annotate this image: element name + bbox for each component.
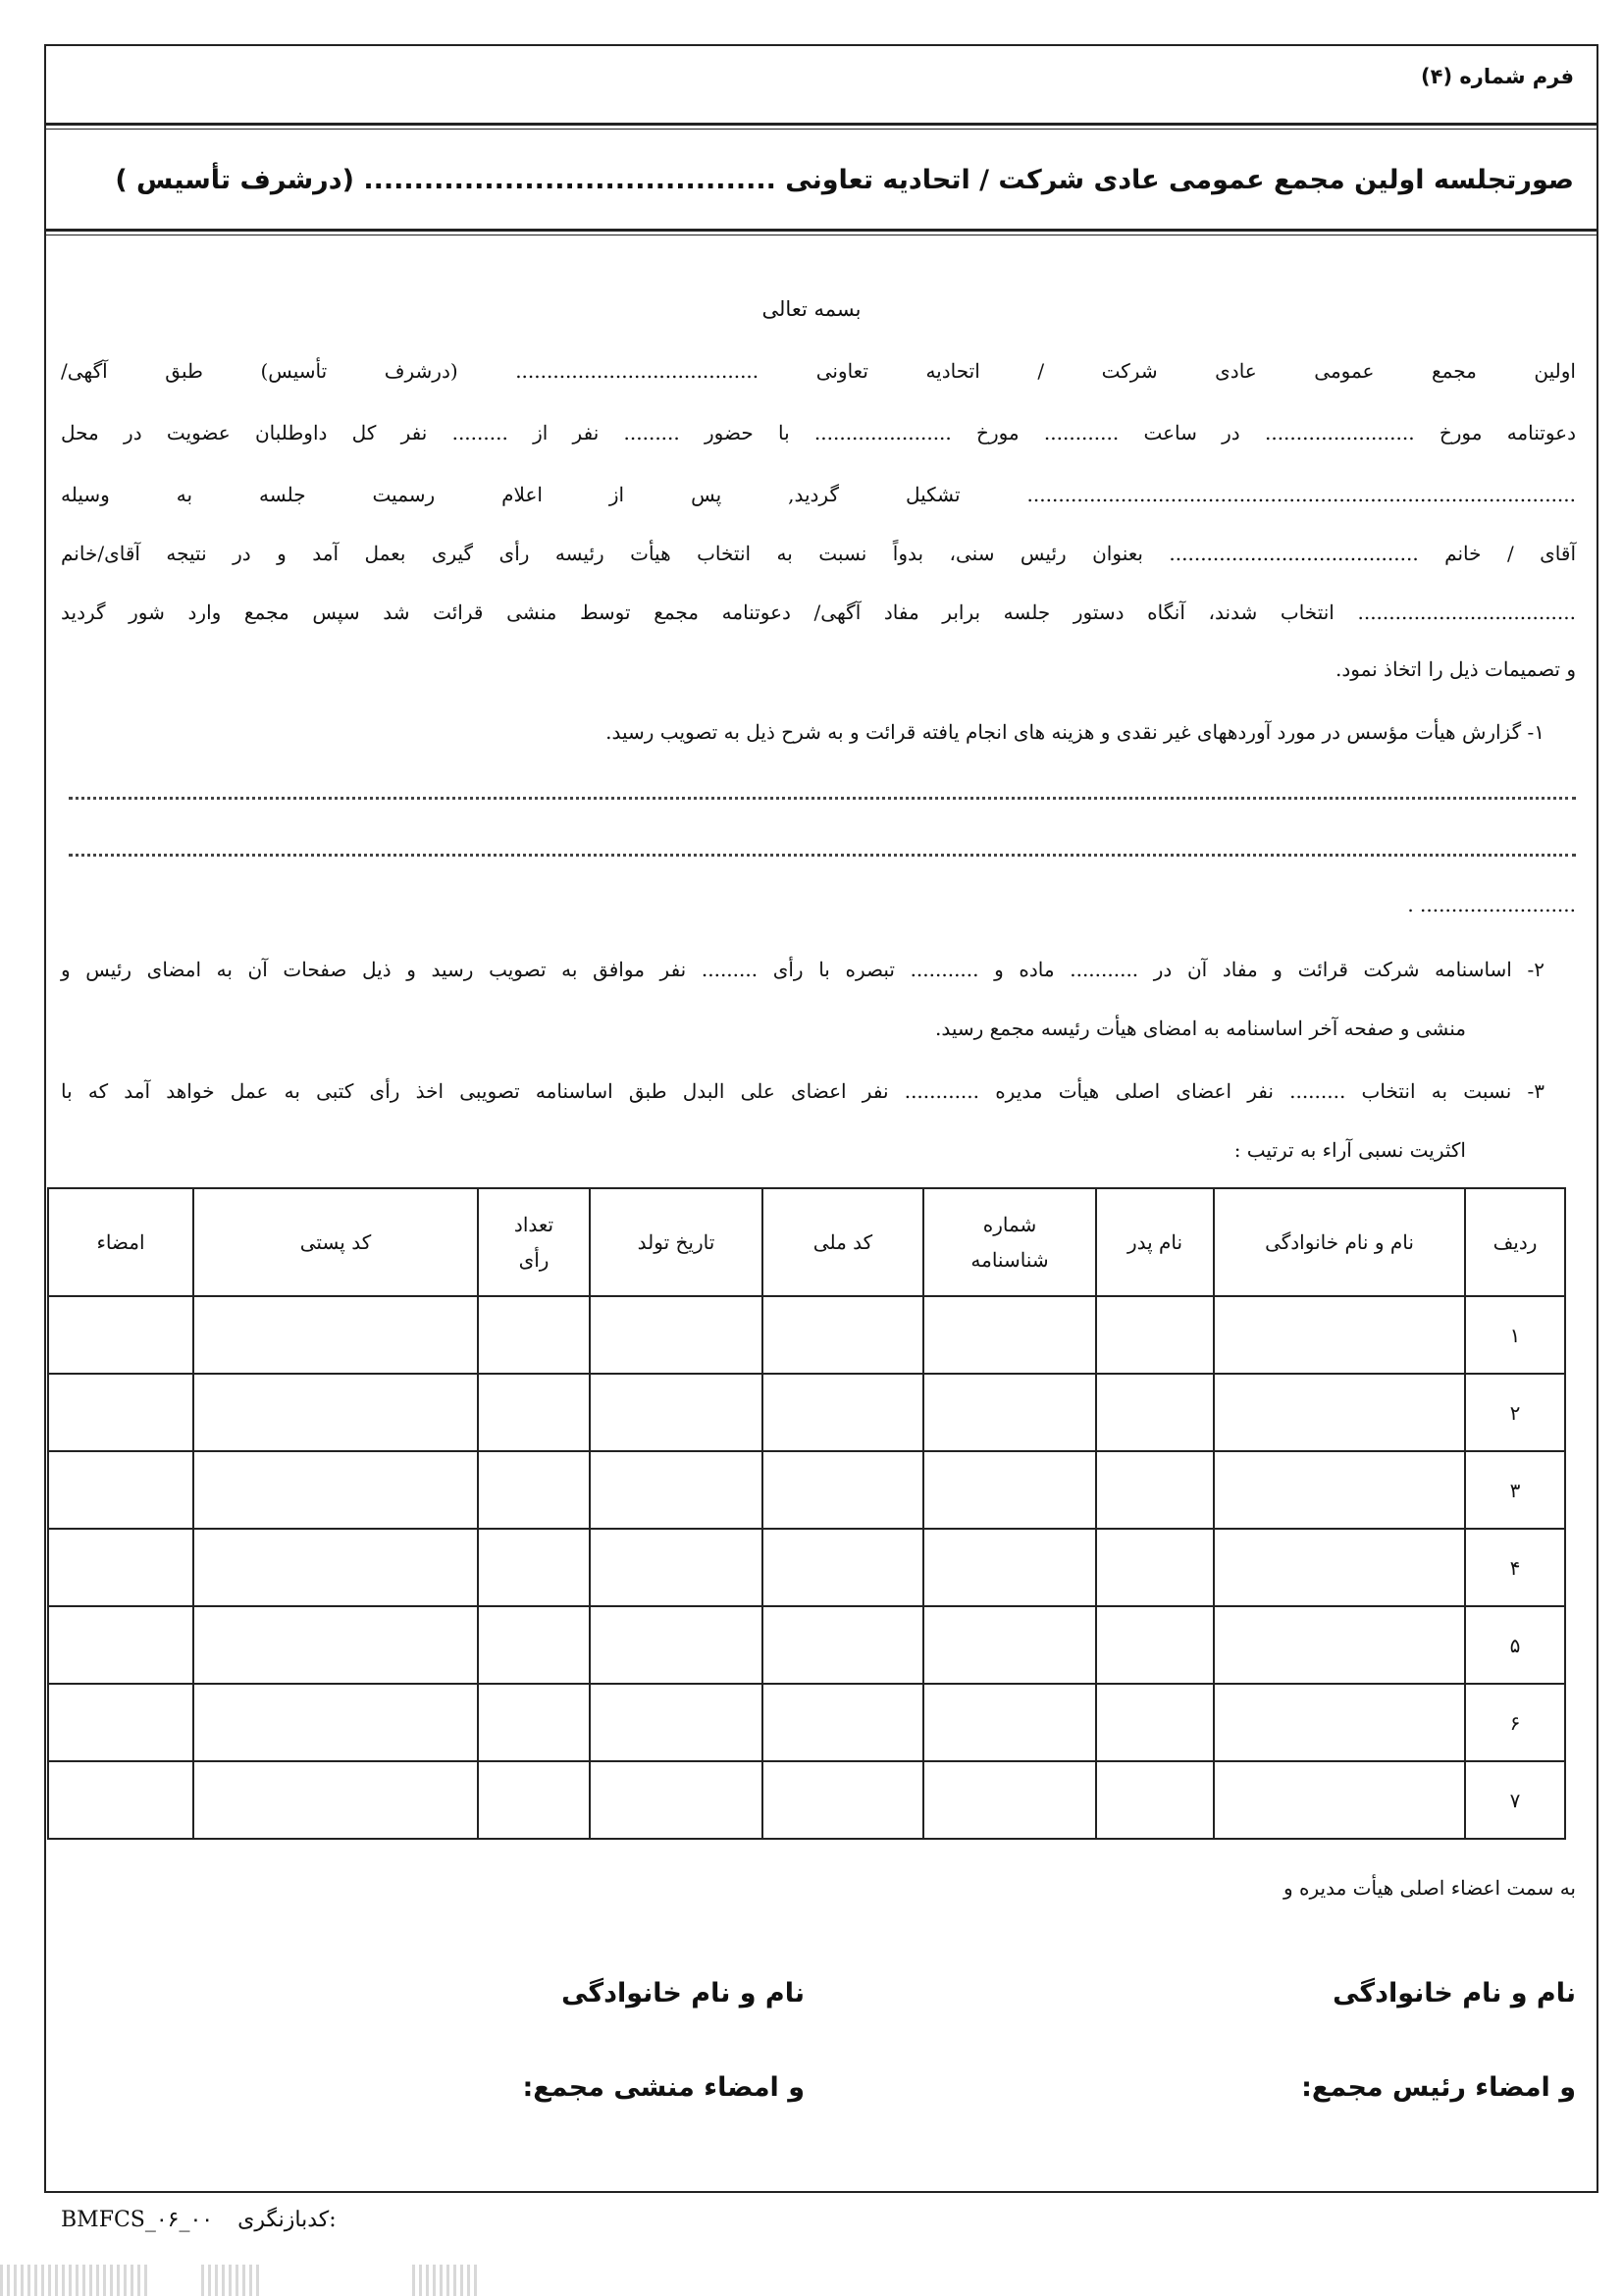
dotted-line-1 (69, 797, 1576, 800)
intro-line-4: آقای / خانم ........................................ بعنوان رئیس سنی، بدواً نسبت به انتخاب هیأت رئیسه رأی گیری بعمل آمد و در نتیجه آقای/خانم (61, 542, 1576, 565)
col-signature: امضاء (48, 1188, 193, 1296)
col-id-number-line2: شناسنامه (970, 1248, 1049, 1272)
cell-id-number[interactable] (923, 1451, 1096, 1529)
cell-votes[interactable] (478, 1606, 590, 1684)
col-full-name: نام و نام خانوادگی (1214, 1188, 1465, 1296)
cell-id-number[interactable] (923, 1606, 1096, 1684)
cell-name[interactable] (1214, 1761, 1465, 1839)
item-3-line-2: اکثریت نسبی آراء به ترتیب : (1233, 1138, 1466, 1162)
secretary-name-label: نام و نام خانوادگی (561, 1978, 805, 2009)
intro-line-1: اولین مجمع عمومی عادی شرکت / اتحادیه تعاونی ....................................... (درشرف تأسیس) طبق آگهی/ (61, 359, 1576, 383)
cell-votes[interactable] (478, 1529, 590, 1606)
cell-id-number[interactable] (923, 1529, 1096, 1606)
cell-votes[interactable] (478, 1451, 590, 1529)
col-votes-line1: تعداد (513, 1213, 554, 1236)
cell-postal-code[interactable] (193, 1451, 478, 1529)
table-header-row (48, 1188, 1565, 1296)
scan-artifact (0, 2265, 147, 2296)
header-divider-top (44, 123, 1597, 126)
cell-father[interactable] (1096, 1451, 1214, 1529)
col-id-number (923, 1188, 1096, 1296)
item-3-line-1: ۳- نسبت به انتخاب ......... نفر اعضای اصلی هیأت مدیره ............ نفر اعضای علی البدل طبق اساسنامه تصویبی اخذ رأی کتبی به عمل خواهد آمد که با (61, 1079, 1544, 1103)
cell-signature[interactable] (48, 1761, 193, 1839)
header-divider-top-2 (44, 129, 1597, 130)
cell-signature[interactable] (48, 1451, 193, 1529)
item-2-line-2: منشی و صفحه آخر اساسنامه به امضای هیأت رئیسه مجمع رسید. (934, 1017, 1466, 1040)
board-note: به سمت اعضاء اصلی هیأت مدیره و (1283, 1876, 1576, 1900)
cell-id-number[interactable] (923, 1374, 1096, 1451)
row-number: ۷ (1465, 1761, 1565, 1839)
cell-postal-code[interactable] (193, 1296, 478, 1374)
chair-sign-label: و امضاء رئیس مجمع: (1301, 2072, 1576, 2103)
intro-line-3: ........................................................................................ تشکیل گردید, پس از اعلام رسمیت جلسه به وسیله (61, 483, 1576, 506)
col-birth-date: تاریخ تولد (590, 1188, 762, 1296)
intro-line-6: و تصمیمات ذیل را اتخاذ نمود. (1335, 657, 1576, 681)
board-members-table (47, 1187, 1566, 1840)
col-votes (478, 1188, 590, 1296)
cell-votes[interactable] (478, 1374, 590, 1451)
row-number: ۲ (1465, 1374, 1565, 1451)
cell-id-number[interactable] (923, 1296, 1096, 1374)
table-row (48, 1296, 1565, 1374)
cell-id-number[interactable] (923, 1761, 1096, 1839)
cell-postal-code[interactable] (193, 1761, 478, 1839)
cell-id-number[interactable] (923, 1684, 1096, 1761)
table-row (48, 1606, 1565, 1684)
cell-postal-code[interactable] (193, 1606, 478, 1684)
item-2-line-1: ۲- اساسنامه شرکت قرائت و مفاد آن در ........... ماده و ........... تبصره با رأی ......... نفر موافق به تصویب رسید و ذیل صفحات آن به امضای رئیس و (61, 958, 1544, 981)
basmala: بسمه تعالی (761, 297, 862, 321)
cell-signature[interactable] (48, 1529, 193, 1606)
cell-birth-date[interactable] (590, 1374, 762, 1451)
cell-father[interactable] (1096, 1296, 1214, 1374)
cell-birth-date[interactable] (590, 1684, 762, 1761)
cell-national-code[interactable] (762, 1684, 923, 1761)
row-number: ۱ (1465, 1296, 1565, 1374)
cell-postal-code[interactable] (193, 1684, 478, 1761)
cell-national-code[interactable] (762, 1606, 923, 1684)
chair-name-label: نام و نام خانوادگی (1333, 1978, 1576, 2009)
cell-signature[interactable] (48, 1296, 193, 1374)
col-postal-code: کد پستی (193, 1188, 478, 1296)
revision-code (61, 2208, 337, 2232)
row-number: ۶ (1465, 1684, 1565, 1761)
col-national-code: کد ملی (762, 1188, 923, 1296)
cell-father[interactable] (1096, 1374, 1214, 1451)
table-row (48, 1374, 1565, 1451)
secretary-sign-label: و امضاء منشی مجمع: (522, 2072, 805, 2103)
cell-birth-date[interactable] (590, 1606, 762, 1684)
row-number: ۳ (1465, 1451, 1565, 1529)
cell-father[interactable] (1096, 1606, 1214, 1684)
cell-name[interactable] (1214, 1606, 1465, 1684)
cell-father[interactable] (1096, 1529, 1214, 1606)
cell-national-code[interactable] (762, 1374, 923, 1451)
scan-artifact (201, 2265, 260, 2296)
table-row (48, 1451, 1565, 1529)
scan-artifact (412, 2265, 481, 2296)
cell-national-code[interactable] (762, 1529, 923, 1606)
row-number: ۵ (1465, 1606, 1565, 1684)
cell-signature[interactable] (48, 1374, 193, 1451)
intro-line-5: ................................... انتخاب شدند، آنگاه دستور جلسه برابر مفاد آگهی/ دعوتنامه مجمع توسط منشی قرائت شد سپس مجمع وارد شور گردید (61, 600, 1576, 624)
table-row (48, 1529, 1565, 1606)
row-number: ۴ (1465, 1529, 1565, 1606)
form-number: فرم شماره (۴) (1421, 65, 1574, 88)
cell-postal-code[interactable] (193, 1374, 478, 1451)
cell-signature[interactable] (48, 1684, 193, 1761)
cell-votes[interactable] (478, 1761, 590, 1839)
cell-postal-code[interactable] (193, 1529, 478, 1606)
cell-birth-date[interactable] (590, 1761, 762, 1839)
cell-birth-date[interactable] (590, 1451, 762, 1529)
dotted-line-2 (69, 854, 1576, 857)
cell-votes[interactable] (478, 1296, 590, 1374)
cell-father[interactable] (1096, 1684, 1214, 1761)
revision-code-value: BMFCS_۰۶_۰۰ (61, 2208, 214, 2232)
revision-code-label: کدبازنگری: (237, 2208, 337, 2232)
item-1: ۱- گزارش هیأت مؤسس در مورد آوردههای غیر نقدی و هزینه های انجام یافته قرائت و به شرح ذیل به تصویب رسید. (605, 720, 1544, 744)
cell-national-code[interactable] (762, 1761, 923, 1839)
cell-votes[interactable] (478, 1684, 590, 1761)
item-1-end: ......................... . (1407, 893, 1576, 916)
col-id-number-line1: شماره (982, 1213, 1037, 1236)
cell-birth-date[interactable] (590, 1529, 762, 1606)
cell-name[interactable] (1214, 1296, 1465, 1374)
table-row (48, 1684, 1565, 1761)
table-row (48, 1761, 1565, 1839)
cell-national-code[interactable] (762, 1451, 923, 1529)
cell-name[interactable] (1214, 1684, 1465, 1761)
intro-line-2: دعوتنامه مورخ ........................ در ساعت ............ مورخ ...................... با حضور ......... نفر از ......... نفر کل داوطلبان عضویت در محل (61, 421, 1576, 444)
col-father-name: نام پدر (1096, 1188, 1214, 1296)
cell-name[interactable] (1214, 1529, 1465, 1606)
cell-father[interactable] (1096, 1761, 1214, 1839)
col-row: ردیف (1465, 1188, 1565, 1296)
cell-name[interactable] (1214, 1374, 1465, 1451)
header-divider-bottom (44, 229, 1597, 232)
cell-national-code[interactable] (762, 1296, 923, 1374)
form-title: صورتجلسه اولین مجمع عمومی عادی شرکت / اتحادیه تعاونی ......................................... (درشرف تأسیس ) (115, 165, 1574, 195)
cell-signature[interactable] (48, 1606, 193, 1684)
cell-name[interactable] (1214, 1451, 1465, 1529)
col-votes-line2: رأی (518, 1248, 550, 1272)
cell-birth-date[interactable] (590, 1296, 762, 1374)
